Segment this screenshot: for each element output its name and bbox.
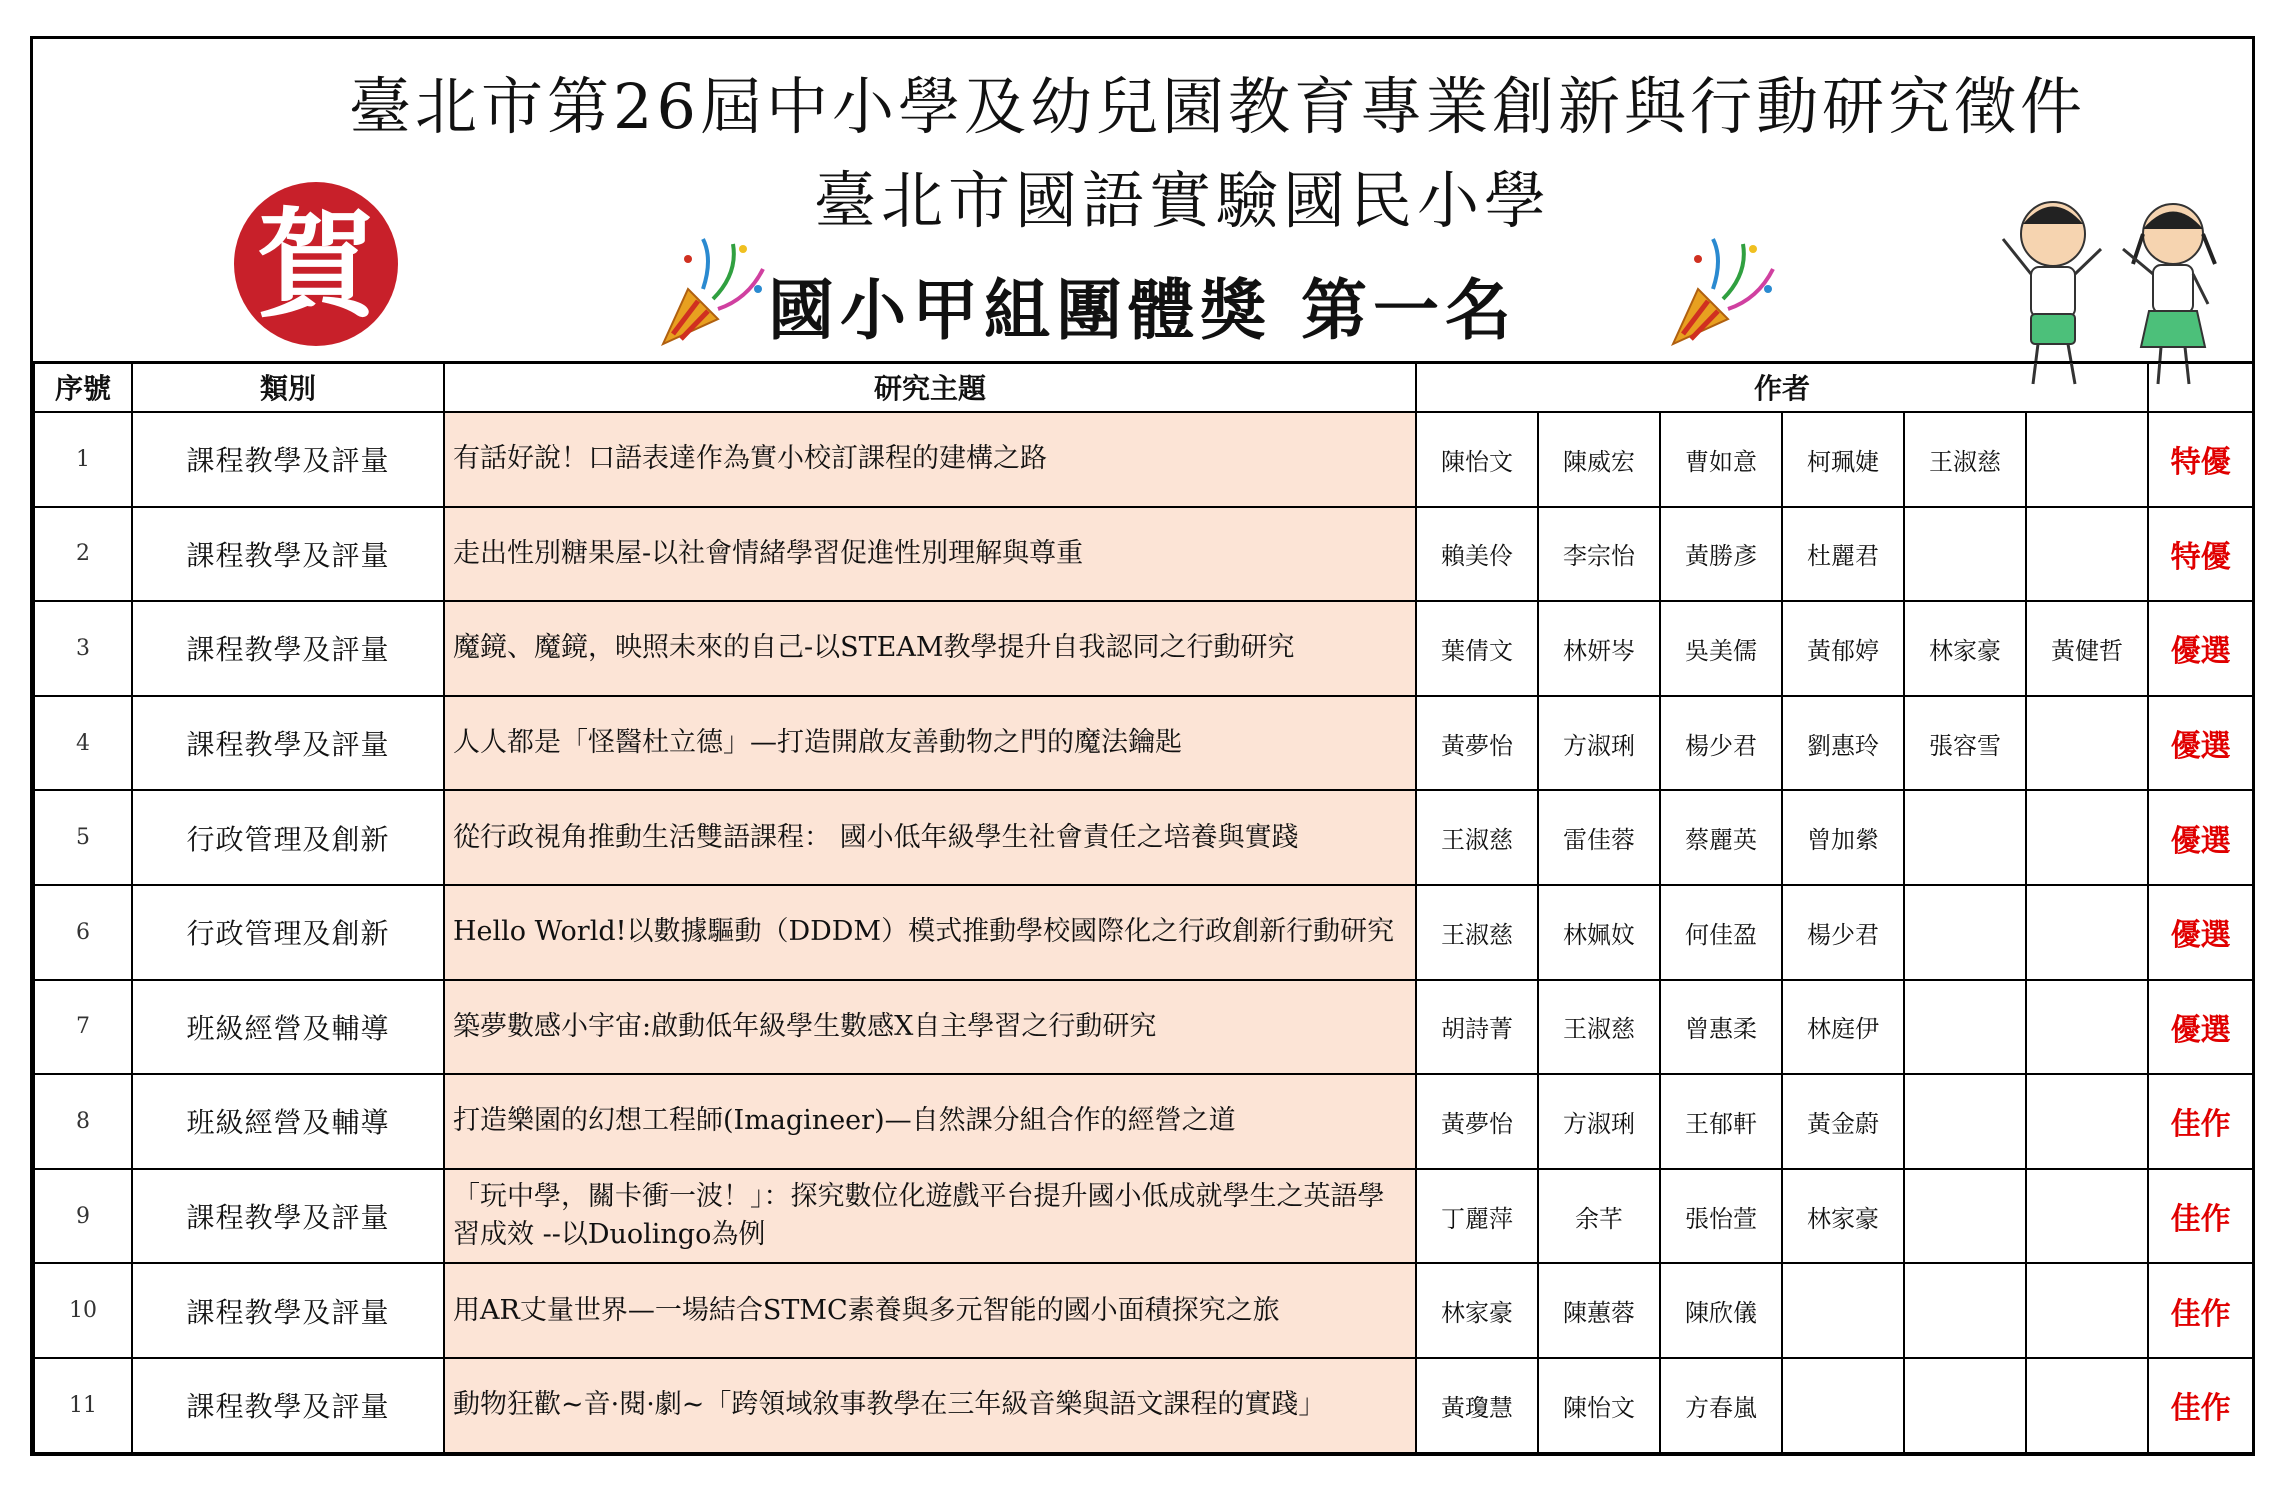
- row-author: 林庭伊: [1782, 980, 1904, 1075]
- table-row: [34, 412, 2253, 507]
- row-author: [2026, 412, 2148, 507]
- row-author: 陳蕙蓉: [1538, 1263, 1660, 1358]
- table-row: [34, 1358, 2253, 1453]
- row-number: 2: [34, 507, 132, 602]
- party-popper-icon: [1653, 229, 1783, 359]
- header: [33, 39, 2252, 364]
- party-popper-icon: [643, 229, 773, 359]
- row-author: 王淑慈: [1416, 885, 1538, 980]
- row-author: 黃夢怡: [1416, 1074, 1538, 1169]
- award-sheet: [30, 36, 2255, 1456]
- row-author: 葉倩文: [1416, 601, 1538, 696]
- row-author: 曾惠柔: [1660, 980, 1782, 1075]
- row-number: 7: [34, 980, 132, 1075]
- row-author: 胡詩菁: [1416, 980, 1538, 1075]
- row-author: 劉惠玲: [1782, 696, 1904, 791]
- row-category: 課程教學及評量: [132, 1358, 444, 1453]
- row-category: 班級經營及輔導: [132, 1074, 444, 1169]
- row-author: 杜麗君: [1782, 507, 1904, 602]
- row-author: 林家豪: [1416, 1263, 1538, 1358]
- row-award: 佳作: [2148, 1169, 2253, 1264]
- row-author: [1904, 790, 2026, 885]
- table-row: [34, 696, 2253, 791]
- row-award: 優選: [2148, 696, 2253, 791]
- table-header-row: [34, 362, 2253, 412]
- row-author: [2026, 1074, 2148, 1169]
- row-author: 雷佳蓉: [1538, 790, 1660, 885]
- row-author: 張容雪: [1904, 696, 2026, 791]
- row-number: 11: [34, 1358, 132, 1453]
- row-award: 特優: [2148, 412, 2253, 507]
- row-author: 黃夢怡: [1416, 696, 1538, 791]
- row-author: [1904, 1169, 2026, 1264]
- row-author: 黃瓊慧: [1416, 1358, 1538, 1453]
- row-number: 9: [34, 1169, 132, 1264]
- row-topic: 打造樂園的幻想工程師(Imagineer)—自然課分組合作的經營之道: [444, 1074, 1416, 1169]
- row-author: [2026, 696, 2148, 791]
- row-author: 黃勝彥: [1660, 507, 1782, 602]
- row-author: 張怡萱: [1660, 1169, 1782, 1264]
- table-row: [34, 1263, 2253, 1358]
- header-category: 類別: [132, 362, 444, 412]
- row-topic: 人人都是「怪醫杜立德」—打造開啟友善動物之門的魔法鑰匙: [444, 696, 1416, 791]
- row-author: 王淑慈: [1416, 790, 1538, 885]
- row-author: 柯珮婕: [1782, 412, 1904, 507]
- row-award: 佳作: [2148, 1358, 2253, 1453]
- table-row: [34, 790, 2253, 885]
- table-row: [34, 507, 2253, 602]
- row-topic: 魔鏡、魔鏡，映照未來的自己-以STEAM教學提升自我認同之行動研究: [444, 601, 1416, 696]
- row-author: 王郁軒: [1660, 1074, 1782, 1169]
- row-number: 4: [34, 696, 132, 791]
- row-category: 課程教學及評量: [132, 412, 444, 507]
- row-number: 8: [34, 1074, 132, 1169]
- row-author: [2026, 507, 2148, 602]
- row-category: 行政管理及創新: [132, 885, 444, 980]
- row-author: 蔡麗英: [1660, 790, 1782, 885]
- table-row: [34, 1169, 2253, 1264]
- school-name: 臺北市國語實驗國民小學: [813, 164, 1551, 237]
- row-topic: 用AR丈量世界—一場結合STMC素養與多元智能的國小面積探究之旅: [444, 1263, 1416, 1358]
- row-author: 林姵妏: [1538, 885, 1660, 980]
- table-row: [34, 885, 2253, 980]
- row-category: 課程教學及評量: [132, 696, 444, 791]
- award-title: 國小甲組團體獎 第一名: [768, 271, 1517, 349]
- row-author: [1904, 980, 2026, 1075]
- header-topic: 研究主題: [444, 362, 1416, 412]
- row-author: 黃郁婷: [1782, 601, 1904, 696]
- row-award: 佳作: [2148, 1074, 2253, 1169]
- row-category: 課程教學及評量: [132, 1263, 444, 1358]
- row-number: 10: [34, 1263, 132, 1358]
- row-topic: 走出性別糖果屋-以社會情緒學習促進性別理解與尊重: [444, 507, 1416, 602]
- table-row: [34, 601, 2253, 696]
- table-row: [34, 980, 2253, 1075]
- row-topic: 「玩中學，關卡衝一波！」：探究數位化遊戲平台提升國小低成就學生之英語學習成效 --以Duolingo為例: [444, 1169, 1416, 1264]
- row-author: 林家豪: [1904, 601, 2026, 696]
- row-award: 優選: [2148, 601, 2253, 696]
- row-author: 陳怡文: [1538, 1358, 1660, 1453]
- row-award: 佳作: [2148, 1263, 2253, 1358]
- row-number: 6: [34, 885, 132, 980]
- header-no: 序號: [34, 362, 132, 412]
- row-author: 丁麗萍: [1416, 1169, 1538, 1264]
- row-topic: 築夢數感小宇宙:啟動低年級學生數感X自主學習之行動研究: [444, 980, 1416, 1075]
- row-author: 林妍岑: [1538, 601, 1660, 696]
- table-row: [34, 1074, 2253, 1169]
- header-authors: 作者: [1416, 362, 2148, 412]
- row-author: 何佳盈: [1660, 885, 1782, 980]
- row-author: 陳欣儀: [1660, 1263, 1782, 1358]
- row-author: 楊少君: [1660, 696, 1782, 791]
- row-author: [1782, 1263, 1904, 1358]
- row-author: [1904, 1358, 2026, 1453]
- row-topic: 動物狂歡~音·閱·劇~「跨領域敘事教學在三年級音樂與語文課程的實踐」: [444, 1358, 1416, 1453]
- row-author: 黃金蔚: [1782, 1074, 1904, 1169]
- header-award: [2148, 362, 2253, 412]
- row-award: 特優: [2148, 507, 2253, 602]
- row-author: 方淑琍: [1538, 696, 1660, 791]
- row-award: 優選: [2148, 790, 2253, 885]
- seal-character: 賀: [256, 196, 376, 334]
- row-author: [1904, 1263, 2026, 1358]
- row-author: 楊少君: [1782, 885, 1904, 980]
- row-author: [1904, 1074, 2026, 1169]
- row-author: 曾加縈: [1782, 790, 1904, 885]
- award-table: [33, 361, 2254, 1454]
- row-author: 黃健哲: [2026, 601, 2148, 696]
- row-author: 陳怡文: [1416, 412, 1538, 507]
- row-number: 5: [34, 790, 132, 885]
- row-category: 課程教學及評量: [132, 1169, 444, 1264]
- row-author: 王淑慈: [1538, 980, 1660, 1075]
- row-author: 方淑琍: [1538, 1074, 1660, 1169]
- row-author: 陳威宏: [1538, 412, 1660, 507]
- row-author: [2026, 1169, 2148, 1264]
- row-author: 王淑慈: [1904, 412, 2026, 507]
- row-author: [2026, 885, 2148, 980]
- row-author: 方春嵐: [1660, 1358, 1782, 1453]
- row-category: 行政管理及創新: [132, 790, 444, 885]
- row-category: 班級經營及輔導: [132, 980, 444, 1075]
- row-award: 優選: [2148, 885, 2253, 980]
- row-number: 3: [34, 601, 132, 696]
- row-author: 吳美儒: [1660, 601, 1782, 696]
- row-topic: 從行政視角推動生活雙語課程： 國小低年級學生社會責任之培養與實踐: [444, 790, 1416, 885]
- row-category: 課程教學及評量: [132, 507, 444, 602]
- row-topic: Hello World!以數據驅動（DDDM）模式推動學校國際化之行政創新行動研究: [444, 885, 1416, 980]
- row-author: 李宗怡: [1538, 507, 1660, 602]
- row-author: 賴美伶: [1416, 507, 1538, 602]
- row-author: [2026, 1358, 2148, 1453]
- row-author: [1782, 1358, 1904, 1453]
- congratulations-seal-icon: [216, 176, 416, 346]
- row-author: [2026, 1263, 2148, 1358]
- row-author: 林家豪: [1782, 1169, 1904, 1264]
- row-topic: 有話好說！口語表達作為實小校訂課程的建構之路: [444, 412, 1416, 507]
- row-author: [1904, 885, 2026, 980]
- row-author: [2026, 980, 2148, 1075]
- row-author: [1904, 507, 2026, 602]
- row-award: 優選: [2148, 980, 2253, 1075]
- row-author: 曹如意: [1660, 412, 1782, 507]
- row-number: 1: [34, 412, 132, 507]
- row-category: 課程教學及評量: [132, 601, 444, 696]
- row-author: 余芊: [1538, 1169, 1660, 1264]
- row-author: [2026, 790, 2148, 885]
- competition-title: 臺北市第26屆中小學及幼兒園教育專業創新與行動研究徵件: [349, 70, 2086, 143]
